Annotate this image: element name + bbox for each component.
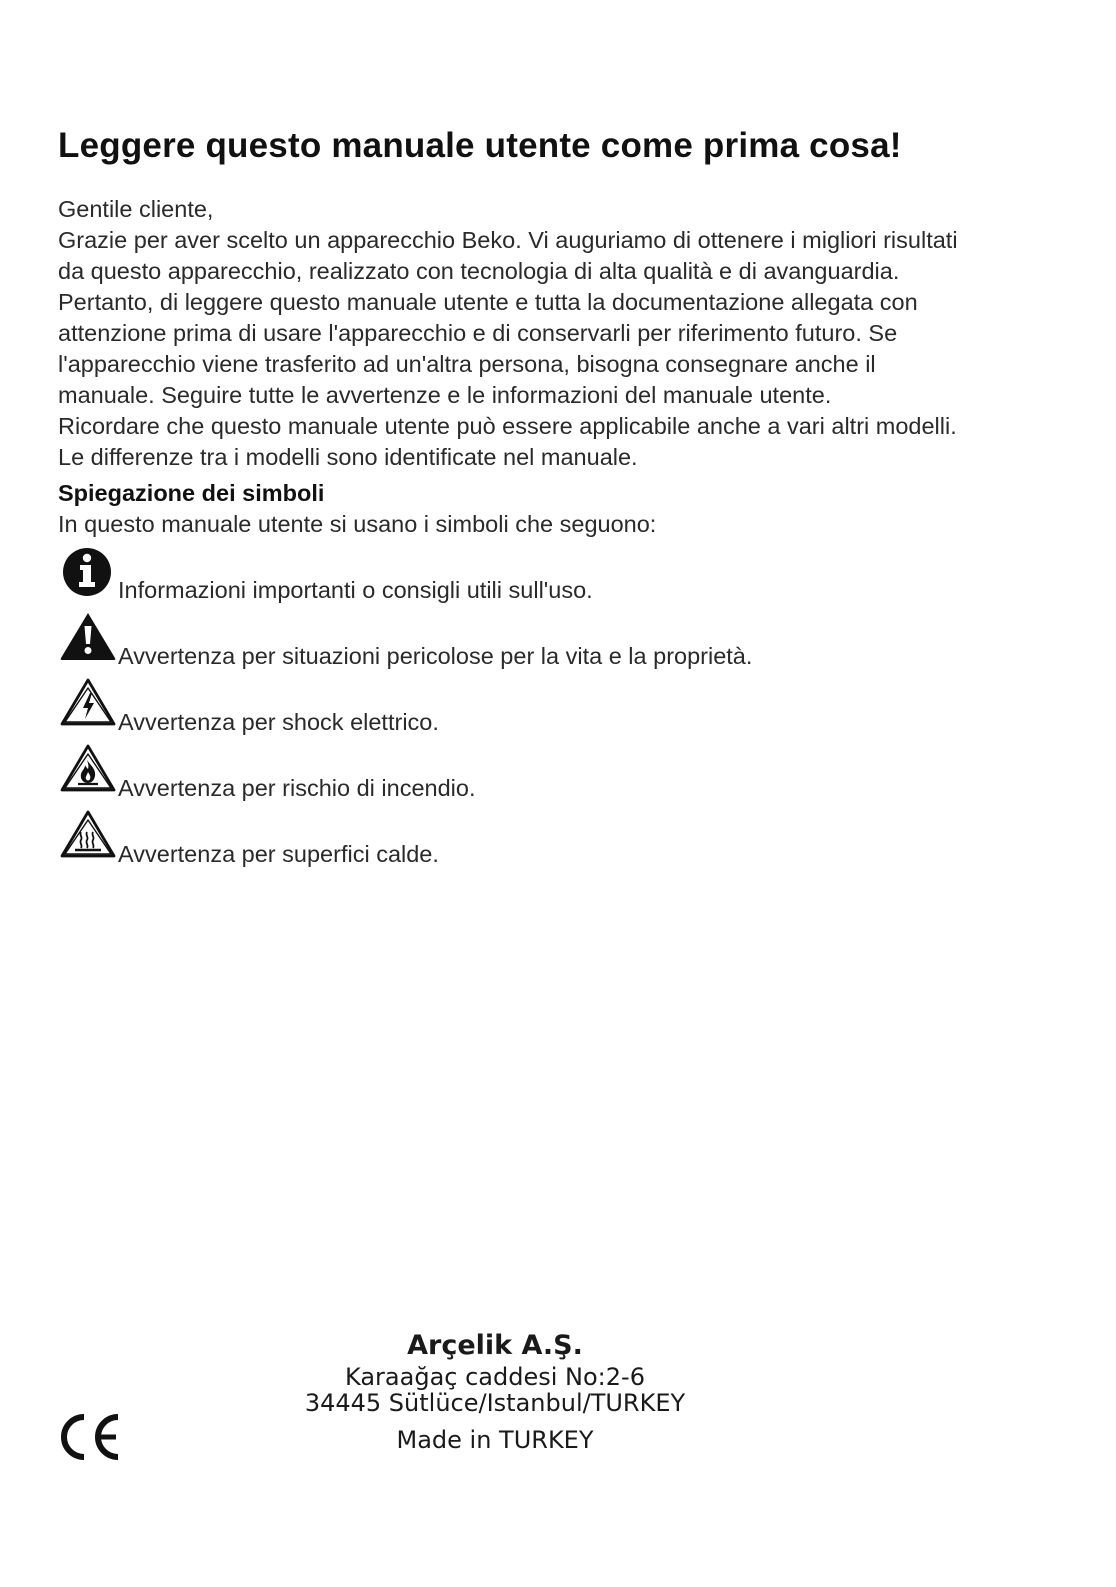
symbols-intro: In questo manuale utente si usano i simboli che seguono: — [58, 511, 657, 537]
address-line-1: Karaağaç caddesi No:2-6 — [345, 1363, 645, 1391]
intro-line: Pertanto, di leggere questo manuale utente e tutta la documentazione allegata con — [58, 289, 918, 315]
symbols-heading: Spiegazione dei simboli — [58, 480, 325, 506]
symbol-item-fire — [58, 740, 1058, 800]
intro-line: manuale. Seguire tutte le avvertenze e le informazioni del manuale utente. — [58, 382, 832, 408]
intro-line: da questo apparecchio, realizzato con tecnologia di alta qualità e di avanguardia. — [58, 258, 900, 284]
symbol-item-hot-surface — [58, 806, 1058, 866]
intro-line: attenzione prima di usare l'apparecchio e di conservarli per riferimento futuro. Se — [58, 320, 898, 346]
page-title: Leggere questo manuale utente come prima cosa! — [58, 126, 902, 165]
made-in-label: Made in TURKEY — [396, 1426, 594, 1454]
info-icon — [58, 544, 118, 604]
intro-line: Gentile cliente, — [58, 196, 214, 222]
symbol-item-info — [58, 542, 1058, 602]
warning-icon — [58, 610, 118, 670]
symbol-description: Avvertenza per situazioni pericolose per la vita e la proprietà. — [118, 643, 753, 669]
intro-line: Grazie per aver scelto un apparecchio Beko. Vi auguriamo di ottenere i migliori risultati — [58, 227, 958, 253]
symbol-description: Informazioni importanti o consigli utili sull'uso. — [118, 577, 593, 603]
ce-mark-logo — [56, 1412, 126, 1462]
fire-hazard-icon — [58, 742, 118, 802]
symbol-description: Avvertenza per shock elettrico. — [118, 709, 439, 735]
company-name: Arçelik A.Ş. — [407, 1330, 583, 1361]
symbol-description: Avvertenza per superfici calde. — [118, 841, 439, 867]
intro-line: Ricordare che questo manuale utente può essere applicabile anche a vari altri modelli. — [58, 413, 957, 439]
address-line-2: 34445 Sütlüce/Istanbul/TURKEY — [304, 1389, 686, 1417]
symbol-description: Avvertenza per rischio di incendio. — [118, 775, 476, 801]
symbol-item-warning — [58, 608, 1058, 668]
intro-line: l'apparecchio viene trasferito ad un'altra persona, bisogna consegnare anche il — [58, 351, 876, 377]
symbol-item-electric-shock — [58, 674, 1058, 734]
intro-line: Le differenze tra i modelli sono identificate nel manuale. — [58, 444, 638, 470]
intro-paragraph — [58, 194, 1058, 473]
electric-shock-icon — [58, 676, 118, 736]
hot-surface-icon — [58, 808, 118, 868]
